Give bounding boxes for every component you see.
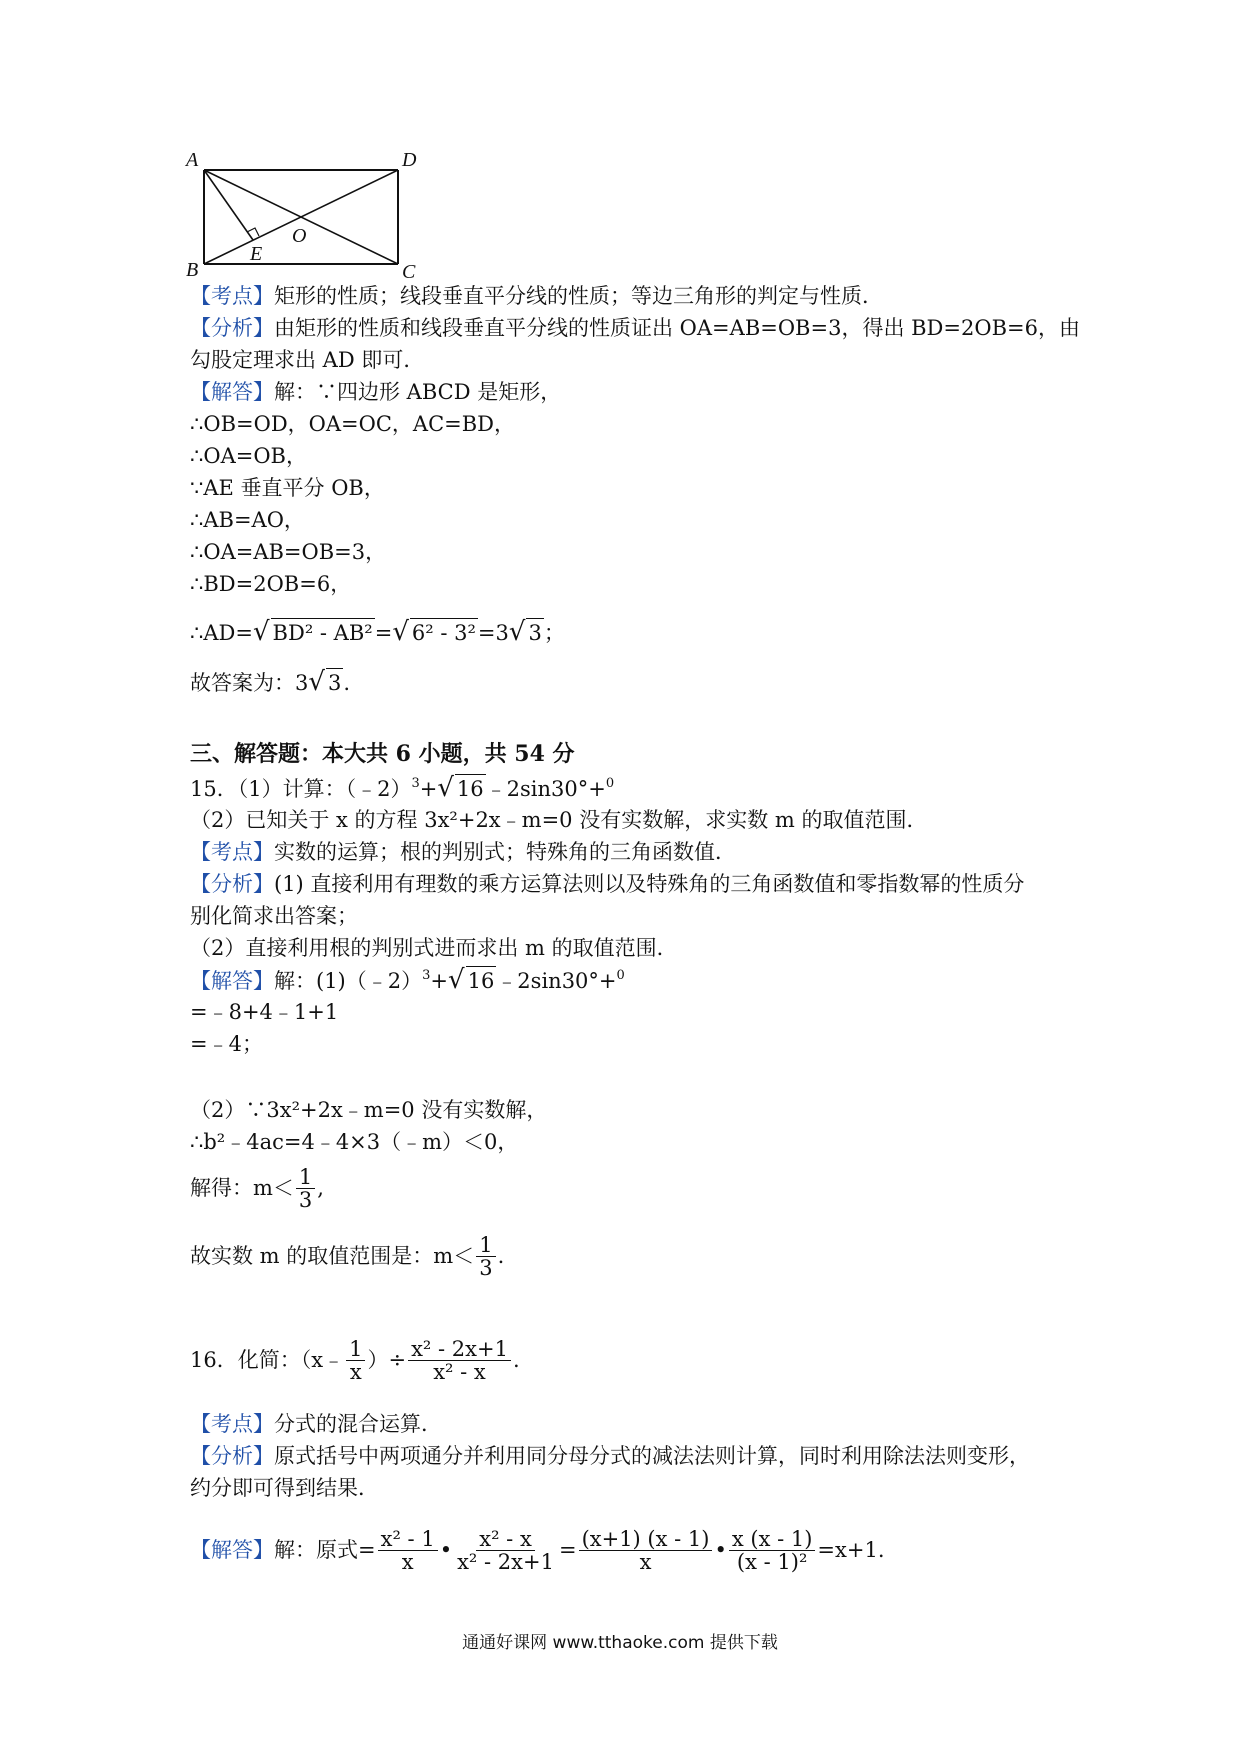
q14-kaodian <box>190 282 883 310</box>
kaodian-tag: 【考点】 <box>190 840 274 864</box>
q14-fenxi <box>190 314 1080 342</box>
jieda-tag: 【解答】 <box>190 380 274 404</box>
q15-conclusion <box>190 1228 504 1284</box>
exponent: 0 <box>616 968 625 983</box>
page-footer: 通通好课网 www.tthaoke.com 提供下载 <box>462 1633 778 1653</box>
q14-step: ∴OA=OB， <box>190 444 307 468</box>
denominator: x² - x <box>433 1359 486 1384</box>
fraction <box>729 1528 816 1573</box>
radical-sign: √ <box>448 965 465 995</box>
result-coef: =3 <box>477 621 509 645</box>
q15-fenxi-cont: （2）直接利用根的判别式进而求出 m 的取值范围． <box>190 936 678 960</box>
q15-part1 <box>190 774 614 803</box>
q15-fenxi-cont: 别化简求出答案； <box>190 904 358 928</box>
kaodian-tag: 【考点】 <box>190 284 274 308</box>
label-d: D <box>402 150 417 171</box>
denominator: x <box>349 1359 362 1384</box>
numerator: x² - x <box>476 1528 535 1551</box>
q15-jieda <box>190 966 625 995</box>
fraction <box>346 1338 365 1383</box>
kaodian-text: 矩形的性质；线段垂直平分线的性质；等边三角形的判定与性质． <box>274 284 883 308</box>
punct: . <box>497 1244 505 1268</box>
rectangle-figure <box>180 150 440 280</box>
denominator: x <box>639 1549 652 1574</box>
radicand: 3 <box>326 668 343 697</box>
denominator: x² - 2x+1 <box>457 1549 554 1574</box>
fenxi-text: 原式括号中两项通分并利用同分母分式的减法法则计算，同时利用除法法则变形， <box>274 1444 1030 1468</box>
text: 故实数 m 的取值范围是：m＜ <box>190 1244 475 1268</box>
equals: = <box>374 621 393 645</box>
denominator: 3 <box>298 1187 313 1212</box>
radicand: 3 <box>526 618 543 647</box>
radical-sign: √ <box>252 617 270 647</box>
exponent: 0 <box>605 776 615 791</box>
q14-step: ∵AE 垂直平分 OB， <box>190 476 385 500</box>
q16-fenxi <box>190 1442 1030 1470</box>
numerator: x (x - 1) <box>729 1528 816 1551</box>
q14-step: ∴AB=AO， <box>190 508 305 532</box>
fraction <box>296 1166 315 1211</box>
q15-part2: （2）已知关于 x 的方程 3x²+2x﹣m=0 没有实数解，求实数 m 的取值范围． <box>190 808 928 832</box>
text: 15．（1）计算：（﹣2） <box>190 777 412 801</box>
q14-step: ∴OB=OD，OA=OC，AC=BD， <box>190 412 516 436</box>
punct: . <box>343 671 351 695</box>
exponent: 3 <box>411 776 420 791</box>
numerator: (x+1) (x - 1) <box>579 1528 713 1551</box>
q15-step: =﹣8+4﹣1+1 <box>190 1000 339 1024</box>
radical-sign: √ <box>508 617 526 647</box>
q14-step: ∴OA=AB=OB=3， <box>190 540 387 564</box>
kaodian-text: 实数的运算；根的判别式；特殊角的三角函数值． <box>274 840 736 864</box>
fenxi-tag: 【分析】 <box>190 1444 274 1468</box>
fenxi-tag: 【分析】 <box>190 872 274 896</box>
radical-sign: √ <box>437 773 454 803</box>
punct: ； <box>543 621 565 645</box>
fenxi-text: 由矩形的性质和线段垂直平分线的性质证出 OA=AB=OB=3，得出 BD=2OB=6，由 <box>274 316 1080 340</box>
q16-fenxi-cont: 约分即可得到结果． <box>190 1476 379 1500</box>
numerator: 1 <box>296 1166 315 1189</box>
label-e: E <box>250 243 263 265</box>
fraction <box>378 1528 438 1573</box>
fraction <box>408 1338 511 1383</box>
text: ）÷ <box>367 1348 407 1372</box>
numerator: x² - 1 <box>378 1528 438 1551</box>
radicand: 6² - 3² <box>410 618 478 647</box>
fenxi-text: (1) 直接利用有理数的乘方运算法则以及特殊角的三角函数值和零指数幂的性质分 <box>274 872 1025 896</box>
radicand: 16 <box>466 966 497 995</box>
kaodian-tag: 【考点】 <box>190 1412 274 1436</box>
numerator: 1 <box>476 1234 495 1257</box>
text: 16．化简：（x﹣ <box>190 1348 345 1372</box>
q14-ad-formula <box>190 618 565 647</box>
section-heading: 三、解答题：本大共 6 小题，共 54 分 <box>190 741 575 767</box>
radical-sign: √ <box>308 667 325 697</box>
exponent: 3 <box>422 968 431 983</box>
segment-ae <box>204 170 253 240</box>
dot-operator: • <box>714 1538 727 1562</box>
denominator: x <box>401 1549 414 1574</box>
text: + <box>430 969 448 993</box>
jieda-tag: 【解答】 <box>190 969 274 993</box>
jieda-text: 解：∵四边形 ABCD 是矩形， <box>274 380 562 404</box>
denominator: 3 <box>479 1255 493 1280</box>
q14-jieda <box>190 378 561 406</box>
fenxi-tag: 【分析】 <box>190 316 274 340</box>
q15-step: （2）∵3x²+2x﹣m=0 没有实数解， <box>190 1098 548 1122</box>
ad-prefix: ∴AD= <box>190 621 253 645</box>
punct: , <box>317 1176 324 1200</box>
punct: . <box>512 1348 520 1372</box>
text: ﹣2sin30°+ <box>485 777 606 801</box>
label-a: A <box>186 150 199 171</box>
label-c: C <box>402 261 416 280</box>
text: ﹣2sin30°+ <box>496 969 617 993</box>
fenxi-text: 勾股定理求出 AD 即可． <box>190 348 425 372</box>
q15-step: ∴b²﹣4ac=4﹣4×3（﹣m）＜0， <box>190 1130 519 1154</box>
q15-step <box>190 1160 324 1216</box>
text: 解：原式= <box>274 1538 376 1562</box>
q16-jieda <box>190 1520 885 1580</box>
radicand: BD² - AB² <box>271 618 375 647</box>
fraction <box>454 1528 557 1573</box>
label-b: B <box>186 259 199 280</box>
dot-operator: • <box>439 1538 453 1562</box>
label-o: O <box>292 225 307 247</box>
q16-question <box>190 1330 520 1390</box>
fraction <box>476 1234 495 1279</box>
numerator: x² - 2x+1 <box>408 1338 511 1361</box>
result: =x+1. <box>817 1538 885 1562</box>
equals: = <box>558 1538 577 1562</box>
jieda-tag: 【解答】 <box>190 1538 274 1562</box>
kaodian-text: 分式的混合运算． <box>274 1412 442 1436</box>
numerator: 1 <box>346 1338 365 1361</box>
q15-step: =﹣4； <box>190 1032 263 1056</box>
fraction <box>579 1528 713 1573</box>
answer-prefix: 故答案为：3 <box>190 671 309 695</box>
text: 解：(1)（﹣2） <box>274 969 423 993</box>
q16-kaodian <box>190 1410 442 1438</box>
radical-sign: √ <box>392 617 409 647</box>
q14-fenxi-cont <box>190 346 424 374</box>
text: 解得：m＜ <box>190 1176 294 1200</box>
q14-answer <box>190 668 350 697</box>
text: + <box>419 777 438 801</box>
q15-kaodian <box>190 838 736 866</box>
q14-step: ∴BD=2OB=6， <box>190 572 352 596</box>
denominator: (x - 1)² <box>736 1549 808 1574</box>
radicand: 16 <box>455 774 486 803</box>
q15-fenxi <box>190 870 1024 898</box>
